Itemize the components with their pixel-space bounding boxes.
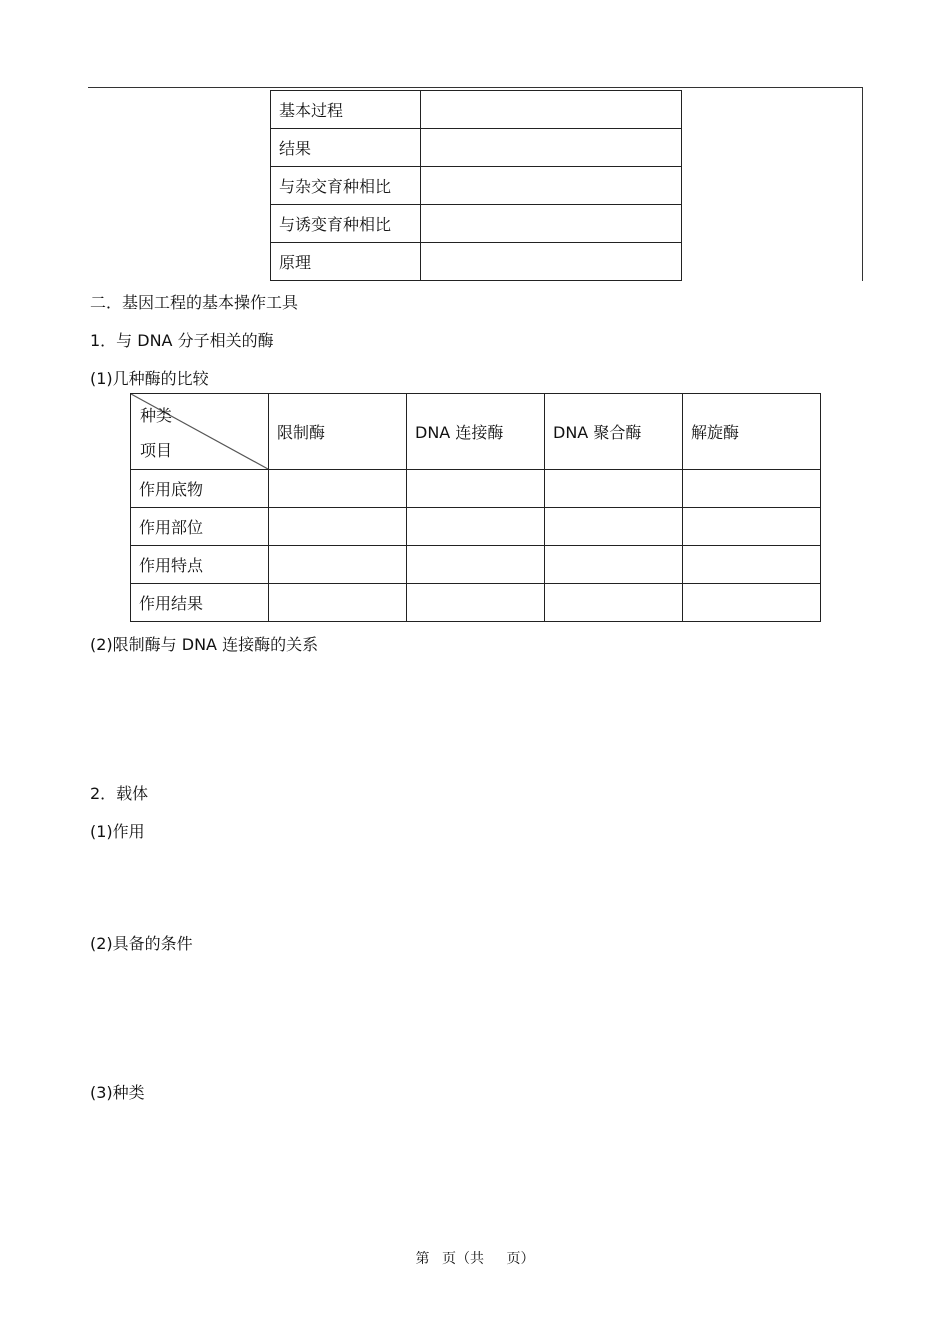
footer-page-suffix: 页） — [506, 1251, 535, 1267]
sub-heading-enzyme-relation: (2)限制酶与 DNA 连接酶的关系 — [90, 635, 319, 654]
corner-label-item: 项目 — [140, 441, 173, 460]
table-row — [271, 205, 682, 243]
sub-heading-function: (1)作用 — [90, 822, 145, 841]
right-margin-rule — [862, 87, 863, 281]
column-header: 限制酶 — [269, 394, 407, 470]
table-cell[interactable] — [545, 470, 683, 508]
table-cell[interactable] — [269, 584, 407, 622]
table-row — [271, 129, 682, 167]
section-heading: 二．基因工程的基本操作工具 — [90, 293, 299, 312]
footer-page-middle: 页（共 — [442, 1251, 484, 1267]
table-row — [131, 584, 821, 622]
table-cell[interactable] — [683, 508, 821, 546]
table-row — [131, 508, 821, 546]
row-value-cell[interactable] — [421, 205, 682, 243]
breeding-comparison-table — [270, 90, 682, 281]
column-header: DNA 连接酶 — [407, 394, 545, 470]
table-cell[interactable] — [683, 546, 821, 584]
row-label: 与杂交育种相比 — [271, 167, 421, 205]
column-header: 解旋酶 — [683, 394, 821, 470]
table-cell[interactable] — [269, 546, 407, 584]
table-row — [271, 243, 682, 281]
table-cell[interactable] — [545, 508, 683, 546]
table-row — [271, 167, 682, 205]
row-label: 作用底物 — [131, 470, 269, 508]
row-label: 原理 — [271, 243, 421, 281]
table-cell[interactable] — [545, 584, 683, 622]
row-label: 结果 — [271, 129, 421, 167]
diagonal-header-cell — [131, 394, 269, 470]
page-footer — [0, 1248, 950, 1268]
table-cell[interactable] — [269, 470, 407, 508]
item-heading-enzymes: 1．与 DNA 分子相关的酶 — [90, 331, 274, 350]
table-row — [271, 91, 682, 129]
table-cell[interactable] — [407, 546, 545, 584]
row-label: 作用特点 — [131, 546, 269, 584]
row-value-cell[interactable] — [421, 91, 682, 129]
corner-label-kind: 种类 — [140, 406, 173, 425]
row-label: 与诱变育种相比 — [271, 205, 421, 243]
row-label: 作用部位 — [131, 508, 269, 546]
header-rule — [88, 87, 863, 88]
table-cell[interactable] — [407, 508, 545, 546]
column-header: DNA 聚合酶 — [545, 394, 683, 470]
item-heading-vector: 2．载体 — [90, 784, 149, 803]
row-value-cell[interactable] — [421, 243, 682, 281]
sub-heading-types: (3)种类 — [90, 1083, 145, 1102]
row-value-cell[interactable] — [421, 129, 682, 167]
table-cell[interactable] — [683, 470, 821, 508]
footer-page-prefix: 第 — [415, 1251, 430, 1267]
row-value-cell[interactable] — [421, 167, 682, 205]
table-row — [131, 470, 821, 508]
row-label: 基本过程 — [271, 91, 421, 129]
table-cell[interactable] — [407, 584, 545, 622]
table-cell[interactable] — [269, 508, 407, 546]
table-row — [131, 546, 821, 584]
row-label: 作用结果 — [131, 584, 269, 622]
sub-heading-conditions: (2)具备的条件 — [90, 934, 193, 953]
table-header-row — [131, 394, 821, 470]
sub-heading-enzyme-comparison: (1)几种酶的比较 — [90, 369, 209, 388]
table-cell[interactable] — [683, 584, 821, 622]
table-cell[interactable] — [545, 546, 683, 584]
enzyme-comparison-table — [130, 393, 821, 622]
table-cell[interactable] — [407, 470, 545, 508]
